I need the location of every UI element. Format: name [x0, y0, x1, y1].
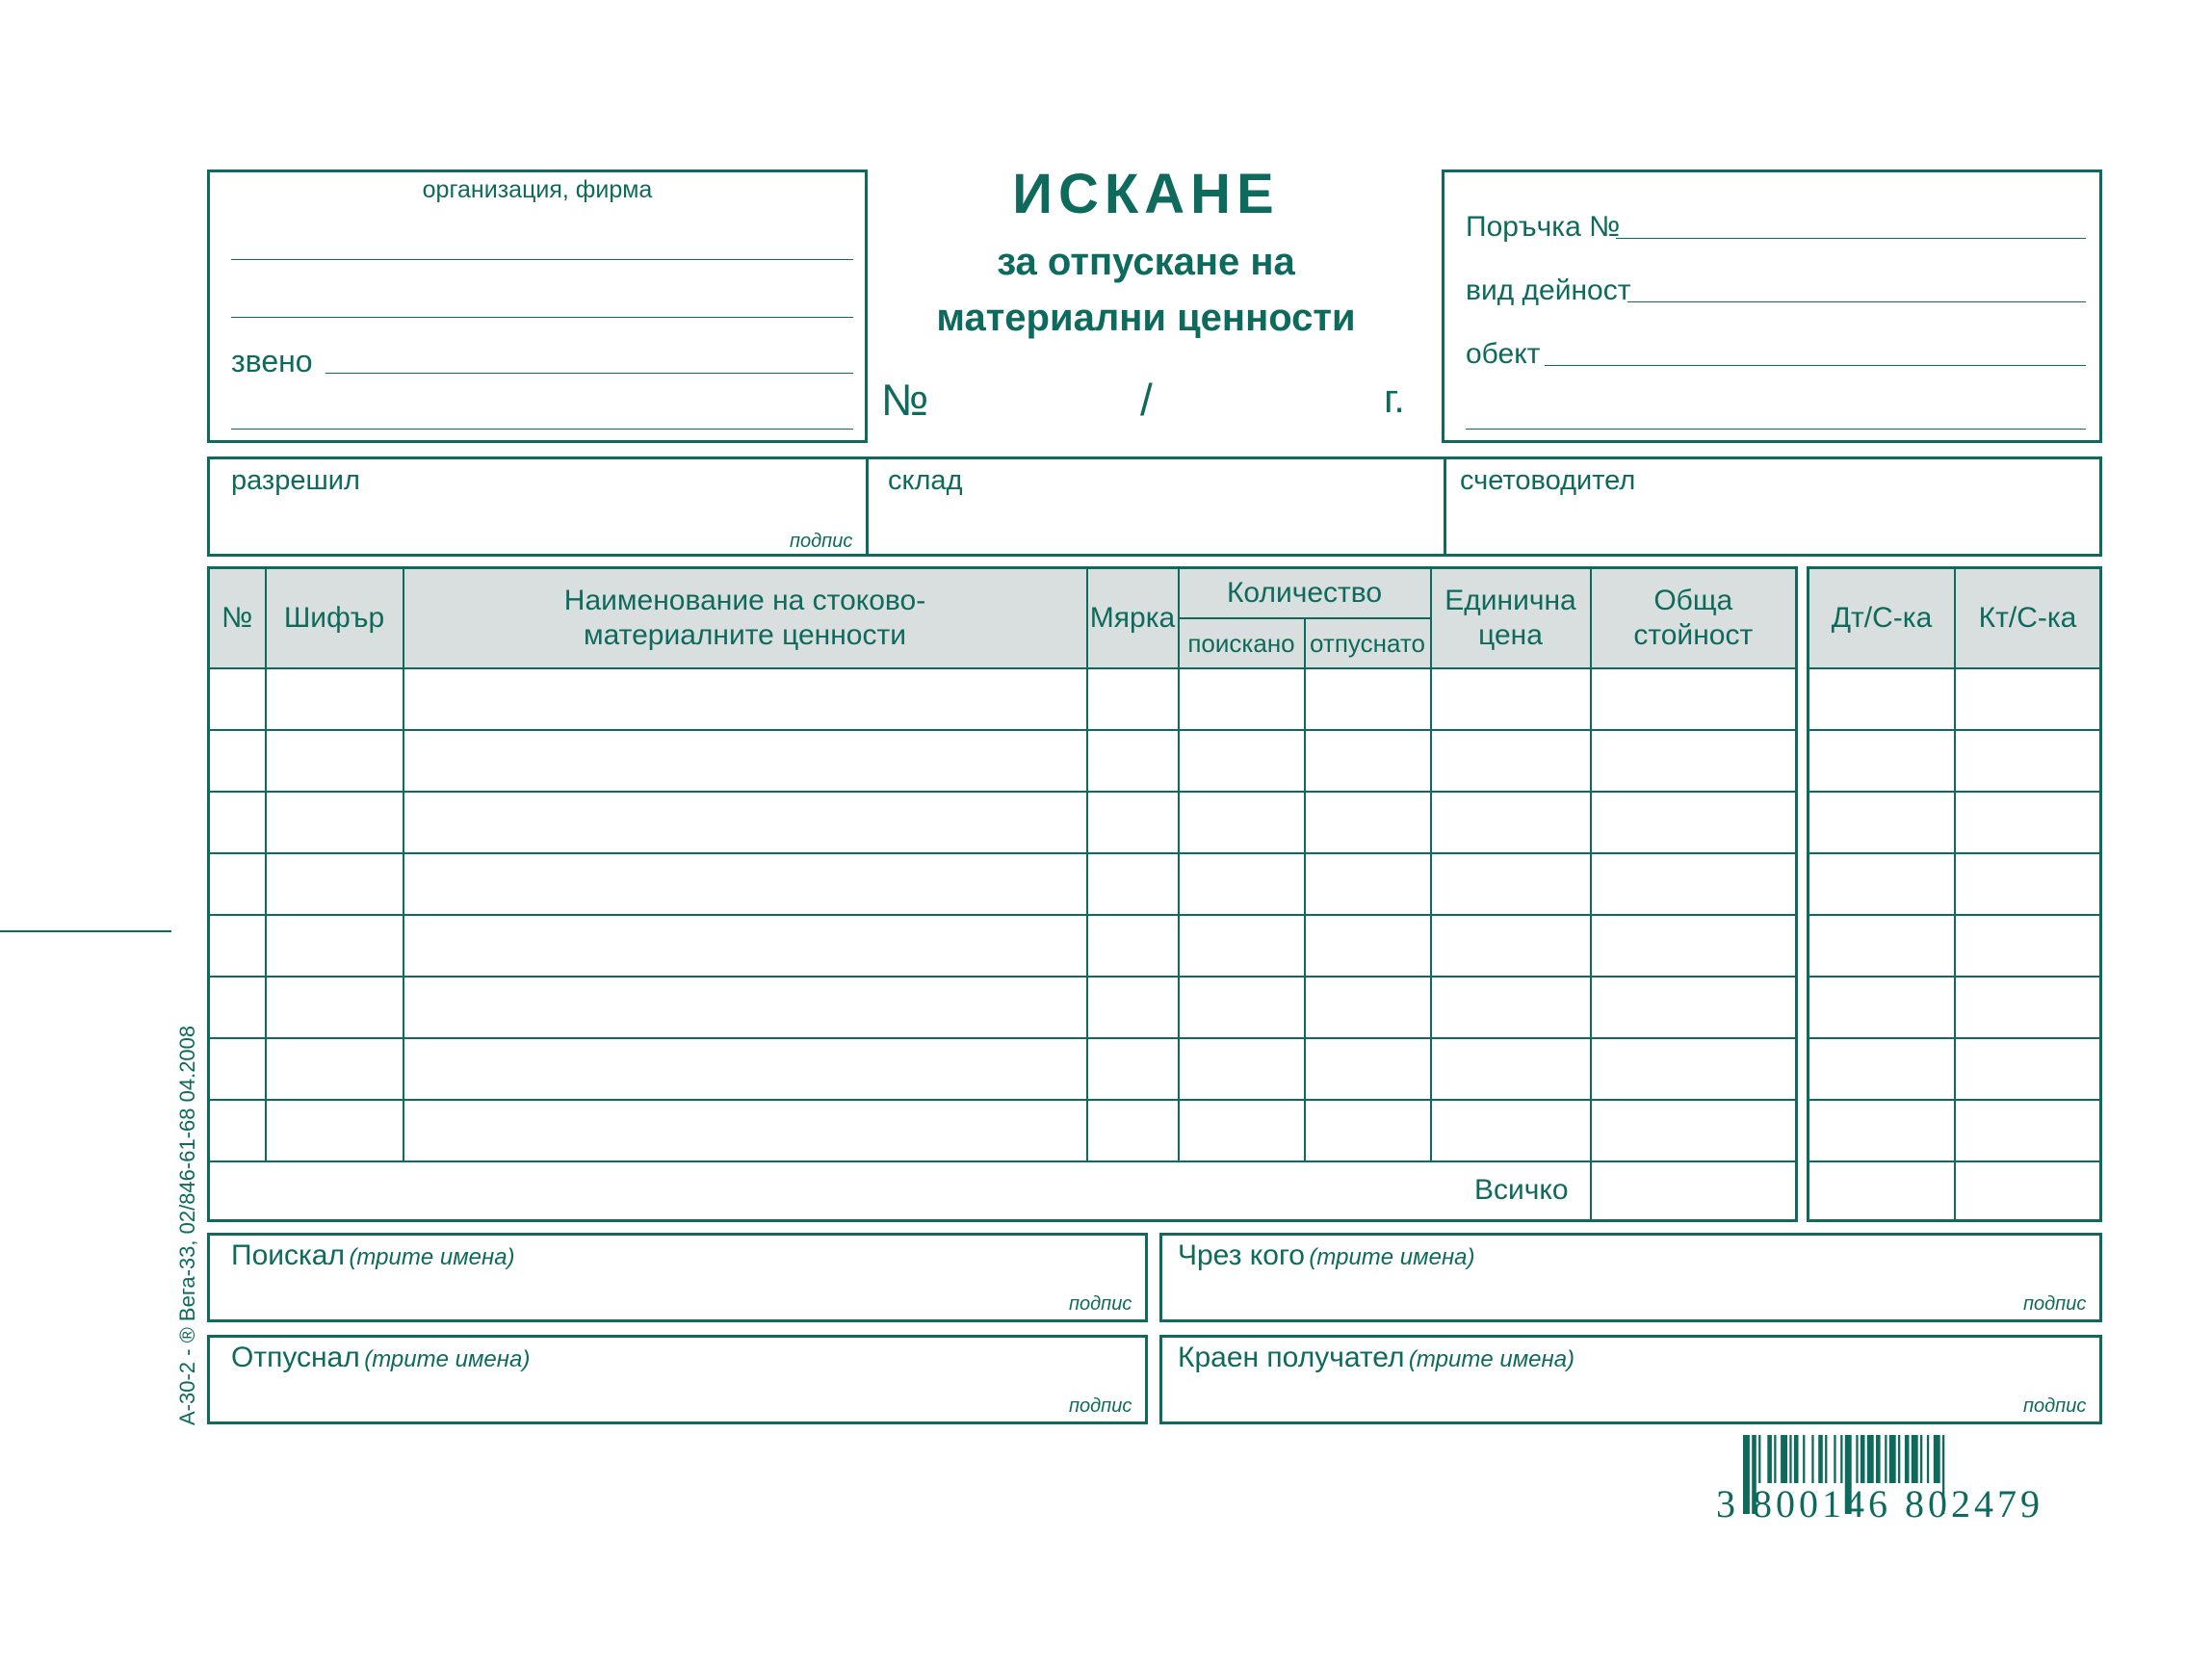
requested-by-label: [231, 1239, 515, 1272]
requested-by-text: Поискал: [231, 1239, 345, 1271]
barcode-bar: [1920, 1435, 1922, 1483]
table-cell[interactable]: [1305, 977, 1431, 1038]
col-header-credit: Кт/С-ка: [1955, 568, 2101, 668]
unit-label: звено: [231, 344, 313, 378]
barcode-bar: [1774, 1435, 1776, 1483]
table-row: [209, 668, 1797, 730]
col-header-measure: Мярка: [1087, 568, 1179, 668]
barcode-bar: [1789, 1435, 1791, 1483]
table-row: [209, 792, 1797, 853]
table-cell[interactable]: [1179, 792, 1305, 853]
accounts-cell[interactable]: [1955, 1100, 2101, 1161]
released-by-box[interactable]: [207, 1335, 1148, 1424]
order-line[interactable]: [1616, 238, 2086, 239]
barcode-bar: [1803, 1435, 1805, 1483]
final-recipient-box[interactable]: [1159, 1335, 2102, 1424]
table-cell[interactable]: [403, 792, 1087, 853]
barcode-bar: [1927, 1435, 1929, 1483]
barcode-bar: [1889, 1435, 1896, 1483]
table-cell[interactable]: [1087, 915, 1179, 977]
table-cell[interactable]: [266, 792, 403, 853]
table-cell[interactable]: [1305, 853, 1431, 915]
approval-divider-2: [1444, 459, 1446, 554]
released-by-text: Отпуснал: [231, 1342, 360, 1373]
final-recipient-signature: подпис: [2023, 1395, 2087, 1417]
organization-line-2[interactable]: [231, 317, 853, 318]
table-row: [209, 730, 1797, 792]
table-cell[interactable]: [266, 1100, 403, 1161]
table-cell[interactable]: [403, 1100, 1087, 1161]
requested-by-hint: (трите имена): [349, 1244, 515, 1270]
barcode-bar: [1898, 1435, 1900, 1483]
table-cell[interactable]: [1431, 915, 1591, 977]
side-print: А-30-2 - ® Вега-33, 02/846-61-68 04.2008: [175, 1025, 199, 1425]
table-cell[interactable]: [266, 853, 403, 915]
table-cell[interactable]: [1305, 1038, 1431, 1100]
table-cell[interactable]: [1087, 1100, 1179, 1161]
table-cell[interactable]: [1179, 915, 1305, 977]
accounts-row: [1809, 792, 2101, 853]
table-cell[interactable]: [266, 668, 403, 730]
table-row: [209, 853, 1797, 915]
col-header-name: Наименование на стоково-материалните ценности: [403, 568, 1087, 668]
order-label: Поръчка №: [1466, 211, 1621, 243]
table-cell[interactable]: [1179, 1038, 1305, 1100]
through-whom-label: [1178, 1239, 1475, 1272]
barcode-bar: [1867, 1435, 1874, 1483]
final-recipient-text: Краен получател: [1178, 1342, 1405, 1373]
requested-by-signature: подпис: [1069, 1293, 1132, 1315]
barcode-bar: [1856, 1435, 1858, 1483]
barcode-bar: [1818, 1435, 1823, 1483]
accounts-row: [1809, 668, 2101, 730]
total-row-label-cell: [209, 1161, 1591, 1221]
table-cell[interactable]: [1431, 730, 1591, 792]
document-subtitle-1: за отпускане на: [997, 241, 1295, 283]
total-label: Всичко: [1473, 1174, 1569, 1207]
table-cell[interactable]: [266, 915, 403, 977]
table-cell[interactable]: [403, 977, 1087, 1038]
activity-line[interactable]: [1627, 301, 2086, 302]
table-cell[interactable]: [1591, 1100, 1797, 1161]
table-row: [209, 977, 1797, 1038]
accounts-row: [1809, 853, 2101, 915]
approved-label: разрешил: [231, 465, 360, 496]
table-cell[interactable]: [1087, 1038, 1179, 1100]
accounts-cell[interactable]: [1955, 1038, 2101, 1100]
number-slash: /: [1140, 375, 1153, 425]
table-cell[interactable]: [1087, 668, 1179, 730]
accounts-cell[interactable]: [1955, 668, 2101, 730]
table-cell[interactable]: [209, 915, 266, 977]
through-whom-text: Чрез кого: [1178, 1239, 1305, 1271]
barcode-bar: [1934, 1435, 1940, 1483]
accounts-cell[interactable]: [1955, 977, 2101, 1038]
accounts-cell[interactable]: [1809, 730, 1956, 792]
accounts-row: [1809, 1161, 2101, 1221]
object-line-2[interactable]: [1466, 429, 2086, 430]
table-cell[interactable]: [1305, 668, 1431, 730]
table-cell[interactable]: [1179, 730, 1305, 792]
table-cell[interactable]: [1087, 730, 1179, 792]
table-cell[interactable]: [209, 730, 266, 792]
table-cell[interactable]: [1431, 792, 1591, 853]
table-cell[interactable]: [1591, 792, 1797, 853]
final-recipient-label: [1178, 1342, 1574, 1374]
approved-signature: подпис: [790, 531, 853, 552]
accounts-row: [1809, 1100, 2101, 1161]
table-cell[interactable]: [1305, 1100, 1431, 1161]
total-value-cell[interactable]: [1591, 1161, 1797, 1221]
accounts-row: [1809, 915, 2101, 977]
accounts-cell[interactable]: [1955, 915, 2101, 977]
barcode-bar: [1767, 1435, 1772, 1483]
table-cell[interactable]: [209, 1038, 266, 1100]
document-subtitle-2: материални ценности: [936, 297, 1356, 339]
table-cell[interactable]: [1431, 1100, 1591, 1161]
table-cell[interactable]: [1591, 1038, 1797, 1100]
table-cell[interactable]: [1179, 977, 1305, 1038]
accounts-row: [1809, 1038, 2101, 1100]
accounts-cell[interactable]: [1809, 792, 1956, 853]
accounts-cell[interactable]: [1955, 853, 2101, 915]
through-whom-box[interactable]: [1159, 1233, 2102, 1322]
accountant-label: счетоводител: [1460, 465, 1636, 496]
table-cell[interactable]: [1591, 977, 1797, 1038]
accounts-row: [1809, 730, 2101, 792]
requested-by-box[interactable]: [207, 1233, 1148, 1322]
number-sign: №: [881, 375, 929, 425]
table-cell[interactable]: [266, 1038, 403, 1100]
table-cell[interactable]: [1179, 668, 1305, 730]
unit-line[interactable]: [325, 373, 853, 374]
warehouse-label: склад: [888, 465, 963, 496]
table-cell[interactable]: [1431, 977, 1591, 1038]
through-whom-signature: подпис: [2023, 1293, 2087, 1315]
barcode-bar: [1876, 1435, 1881, 1483]
cut-line: [0, 930, 171, 932]
table-cell[interactable]: [1087, 977, 1179, 1038]
organization-line-1[interactable]: [231, 259, 853, 260]
table-cell[interactable]: [1179, 853, 1305, 915]
approval-divider-1: [866, 459, 869, 554]
barcode-number: 3 800146 802479: [1716, 1482, 2043, 1526]
col-header-quantity: Количество: [1179, 568, 1431, 618]
barcode-bar: [1794, 1435, 1799, 1483]
table-cell[interactable]: [209, 668, 266, 730]
col-header-total-value: Обща стойност: [1591, 568, 1797, 668]
organization-box: [207, 170, 868, 443]
barcode-bar: [1885, 1435, 1887, 1483]
col-header-unit-price: Единична цена: [1431, 568, 1591, 668]
unit-line-2[interactable]: [231, 429, 853, 430]
barcode-bar: [1781, 1435, 1787, 1483]
order-box: [1442, 170, 2102, 443]
table-cell[interactable]: [403, 730, 1087, 792]
table-row: [209, 1100, 1797, 1161]
barcode-bar: [1840, 1435, 1842, 1483]
table-cell[interactable]: [403, 668, 1087, 730]
col-header-code: Шифър: [266, 568, 403, 668]
accounts-cell[interactable]: [1955, 730, 2101, 792]
col-header-released: отпуснато: [1305, 618, 1431, 668]
table-cell[interactable]: [1431, 668, 1591, 730]
accounts-row: [1809, 977, 2101, 1038]
object-line[interactable]: [1545, 365, 2086, 366]
accounts-cell[interactable]: [1809, 1161, 1956, 1221]
table-row: [209, 915, 1797, 977]
barcode-bar: [1834, 1435, 1835, 1483]
accounts-cell[interactable]: [1809, 1038, 1956, 1100]
accounts-cell[interactable]: [1955, 792, 2101, 853]
table-cell[interactable]: [1591, 853, 1797, 915]
accounts-cell[interactable]: [1809, 853, 1956, 915]
table-cell[interactable]: [1087, 853, 1179, 915]
col-header-number: №: [209, 568, 266, 668]
accounts-cell[interactable]: [1809, 1100, 1956, 1161]
accounts-table: [1807, 566, 2102, 1222]
final-recipient-hint: (трите имена): [1408, 1346, 1575, 1372]
barcode-bar: [1861, 1435, 1865, 1483]
barcode-bar: [1825, 1435, 1827, 1483]
materials-table: [207, 566, 1798, 1222]
table-cell[interactable]: [1431, 1038, 1591, 1100]
accounts-cell[interactable]: [1809, 668, 1956, 730]
table-row: [209, 1038, 1797, 1100]
approval-row: [207, 456, 2102, 557]
table-cell[interactable]: [403, 853, 1087, 915]
released-by-label: [231, 1342, 530, 1374]
table-cell[interactable]: [1591, 668, 1797, 730]
year-suffix: г.: [1384, 376, 1405, 421]
table-cell[interactable]: [1305, 730, 1431, 792]
organization-label: организация, фирма: [422, 176, 653, 203]
table-cell[interactable]: [1591, 915, 1797, 977]
accounts-cell[interactable]: [1809, 977, 1956, 1038]
object-label: обект: [1466, 338, 1541, 370]
col-header-requested: поискано: [1179, 618, 1305, 668]
table-cell[interactable]: [403, 1038, 1087, 1100]
accounts-cell[interactable]: [1809, 915, 1956, 977]
table-cell[interactable]: [1305, 792, 1431, 853]
table-cell[interactable]: [1431, 853, 1591, 915]
barcode-bar: [1758, 1435, 1760, 1483]
barcode-bar: [1811, 1435, 1813, 1483]
document-title: ИСКАНЕ: [1012, 163, 1280, 225]
table-cell[interactable]: [1087, 792, 1179, 853]
col-header-debit: Дт/С-ка: [1809, 568, 1956, 668]
table-cell[interactable]: [266, 977, 403, 1038]
through-whom-hint: (трите имена): [1309, 1244, 1475, 1270]
table-cell[interactable]: [209, 977, 266, 1038]
released-by-hint: (трите имена): [364, 1346, 531, 1372]
table-cell[interactable]: [209, 792, 266, 853]
table-cell[interactable]: [209, 1100, 266, 1161]
activity-label: вид дейност: [1466, 274, 1631, 306]
table-cell[interactable]: [1179, 1100, 1305, 1161]
accounts-cell[interactable]: [1955, 1161, 2101, 1221]
barcode-bar: [1912, 1435, 1918, 1483]
table-cell[interactable]: [1305, 915, 1431, 977]
table-cell[interactable]: [403, 915, 1087, 977]
released-by-signature: подпис: [1069, 1395, 1132, 1417]
table-cell[interactable]: [266, 730, 403, 792]
barcode-bar: [1905, 1435, 1910, 1483]
table-cell[interactable]: [1591, 730, 1797, 792]
table-cell[interactable]: [209, 853, 266, 915]
